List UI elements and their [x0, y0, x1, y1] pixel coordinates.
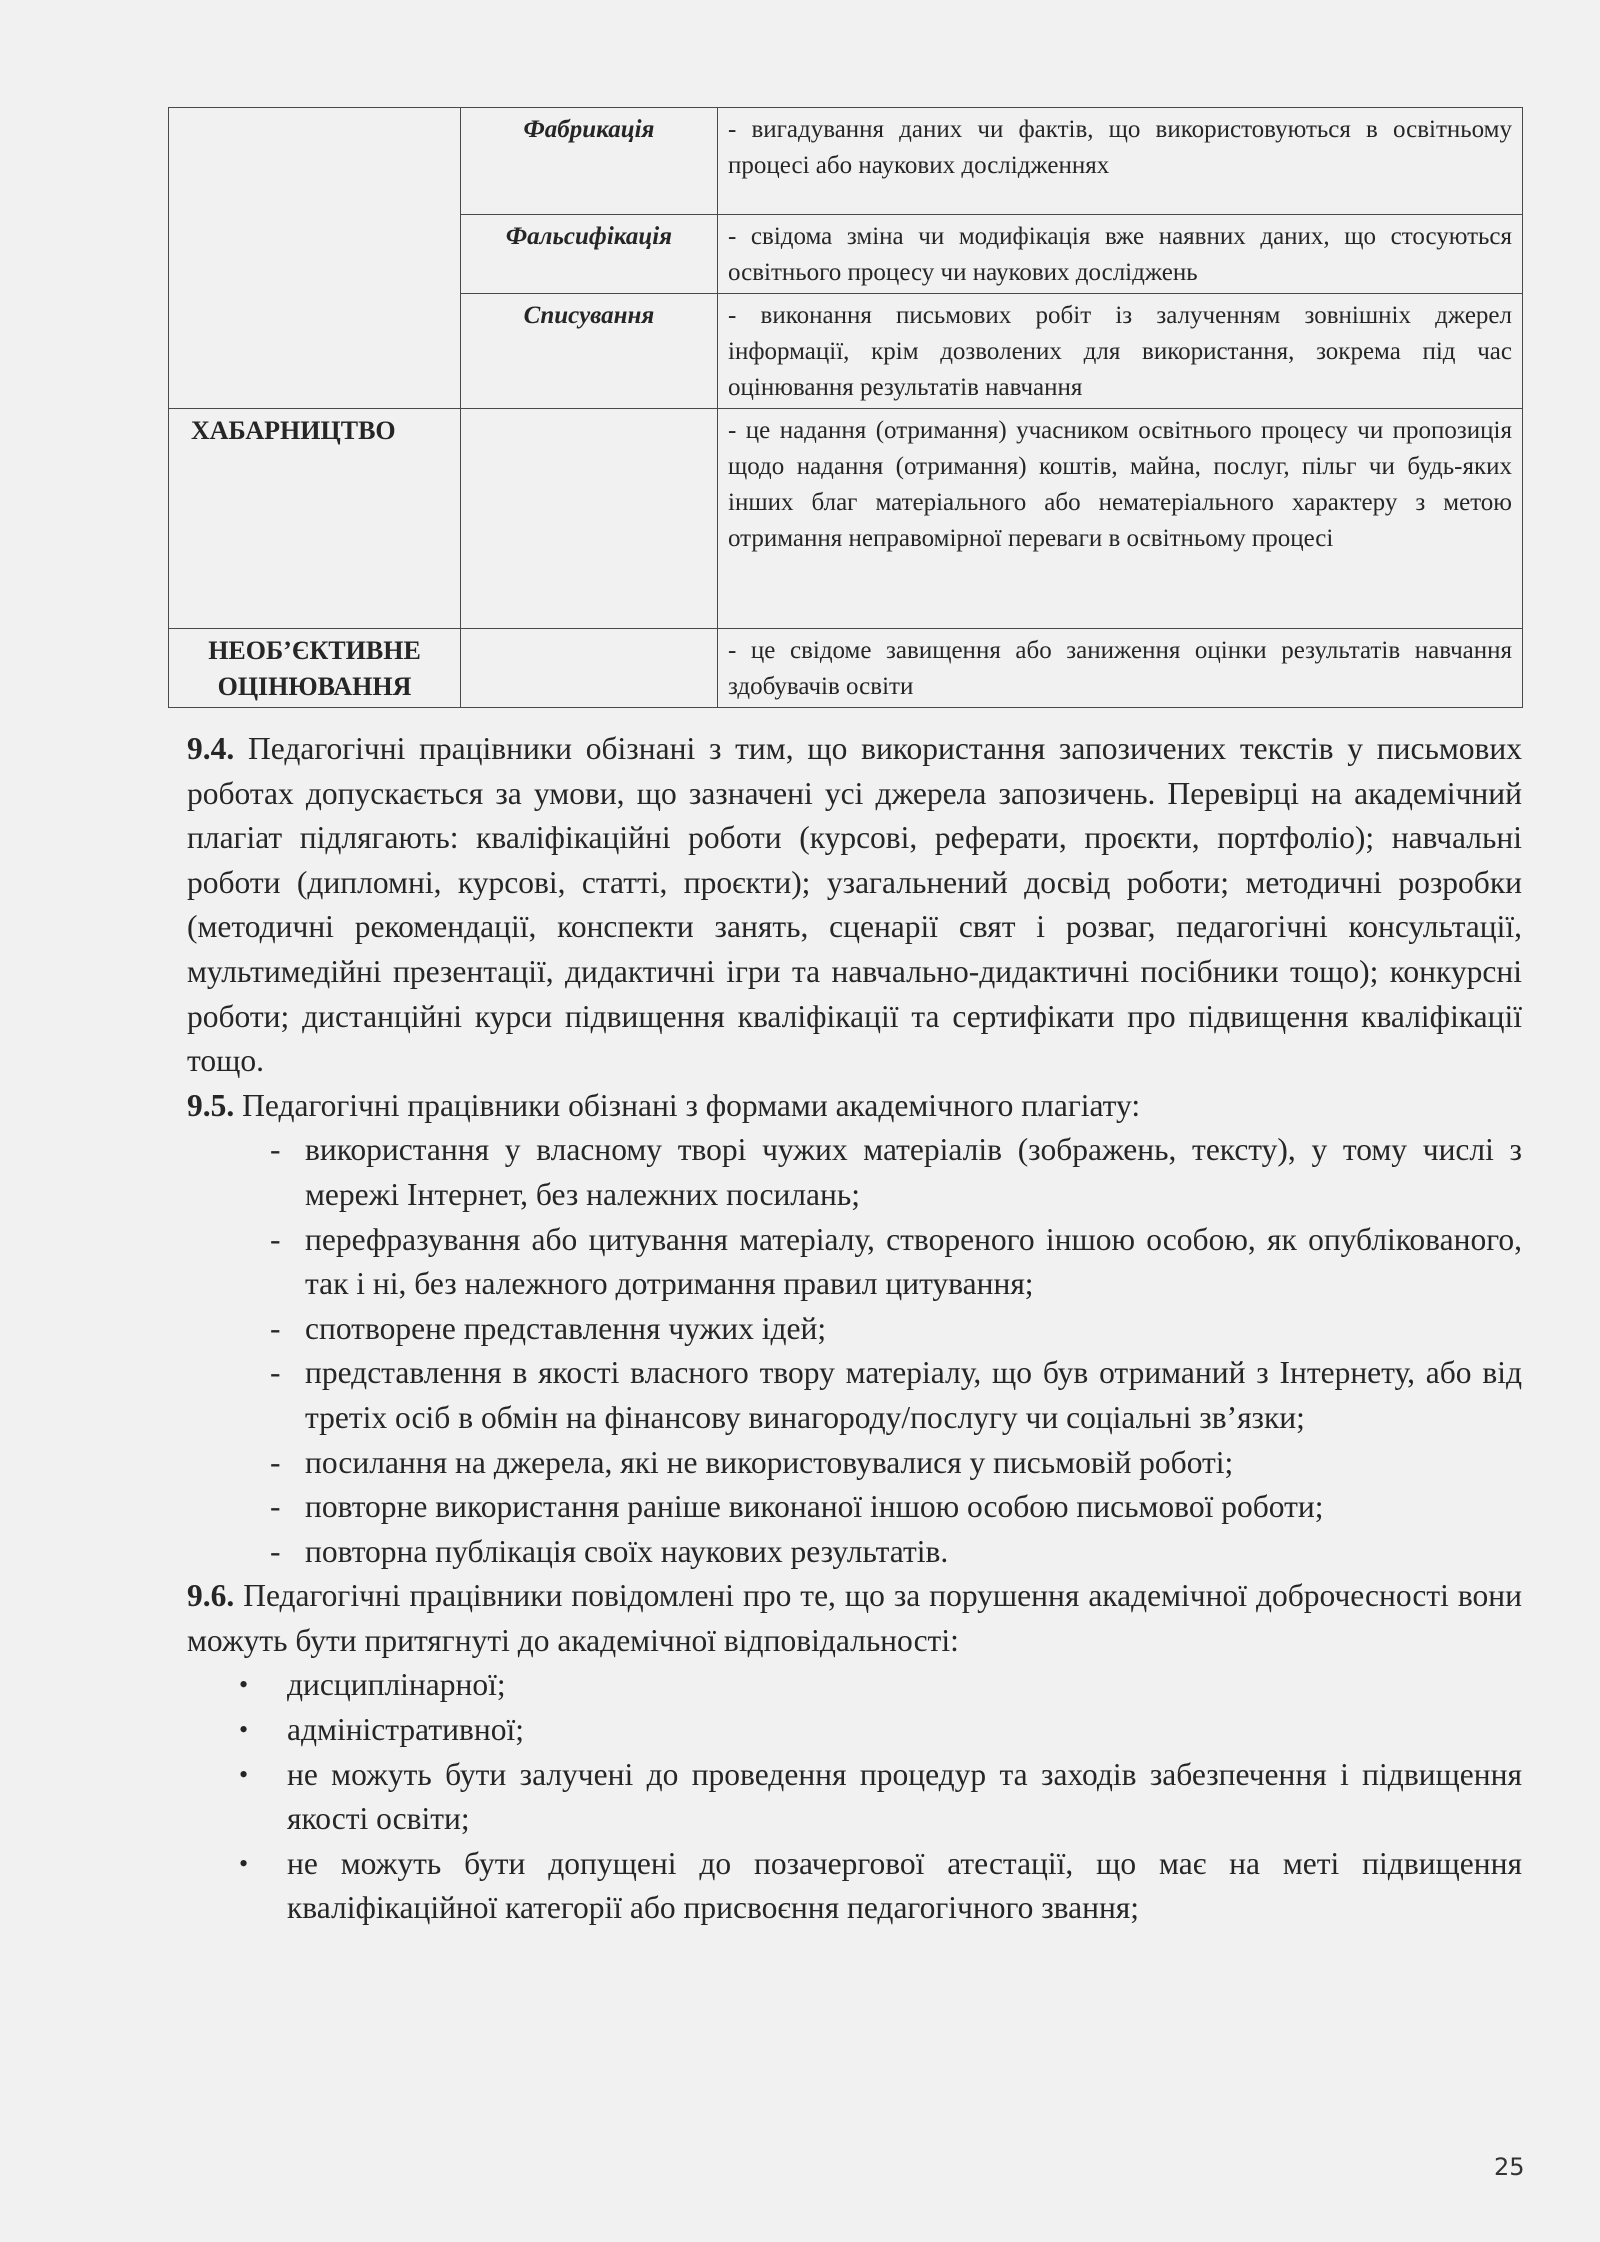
list-item-text: дисциплінарної; [287, 1667, 506, 1703]
definition-cell: - це свідоме завищення або заниження оцінки результатів навчання здобувачів освіти [718, 629, 1523, 708]
list-item [187, 1708, 1522, 1753]
dash-marker: - [270, 1132, 281, 1168]
bullet-icon: • [239, 1759, 249, 1789]
list-item [187, 1842, 1522, 1931]
list-item-text: перефразування або цитування матеріалу, створеного іншою особою, як опублікованого, так і ні, без належного дотримання правил цитування; [305, 1221, 1522, 1302]
list-item-text: повторне використання раніше виконаної іншою особою письмової роботи; [305, 1489, 1324, 1525]
list-item [187, 1307, 1522, 1352]
section-text: Педагогічні працівники повідомлені про те, що за порушення академічної доброчесності вони можуть бути притягнуті до академічної відповідальності: [187, 1578, 1522, 1658]
list-item-text: не можуть бути залучені до проведення процедур та заходів забезпечення і підвищення якості освіти; [287, 1756, 1522, 1837]
body-text [187, 727, 1522, 1931]
page-number: 25 [1494, 2153, 1525, 2181]
dash-marker: - [270, 1221, 281, 1257]
section-number: 9.5. [187, 1087, 235, 1123]
plagiarism-forms-list [187, 1128, 1522, 1574]
section-9-5 [187, 1084, 1522, 1129]
subcategory-cell: Фальсифікація [461, 215, 718, 294]
table-row [169, 629, 1523, 708]
category-cell: ХАБАРНИЦТВО [169, 409, 461, 629]
academic-integrity-violations-table [168, 107, 1523, 708]
dash-marker: - [270, 1310, 281, 1346]
section-9-4 [187, 727, 1522, 1084]
list-item [187, 1485, 1522, 1530]
bullet-icon: • [239, 1670, 249, 1700]
subcategory-cell [461, 629, 718, 708]
section-text: Педагогічні працівники обізнані з формами академічного плагіату: [234, 1087, 1141, 1123]
list-item-text: використання у власному творі чужих матеріалів (зображень, тексту), у тому числі з мережі Інтернет, без належних посилань; [305, 1132, 1522, 1212]
bullet-icon: • [239, 1848, 249, 1878]
dash-marker: - [270, 1489, 281, 1525]
list-item [187, 1351, 1522, 1440]
section-number: 9.6. [187, 1578, 235, 1614]
subcategory-cell: Фабрикація [461, 108, 718, 215]
table-row [169, 108, 1523, 215]
list-item [187, 1218, 1522, 1307]
list-item-text: посилання на джерела, які не використовувалися у письмовій роботі; [305, 1444, 1234, 1480]
category-cell: НЕОБ’ЄКТИВНЕ ОЦІНЮВАННЯ [169, 629, 461, 708]
list-item-text: представлення в якості власного твору матеріалу, що був отриманий з Інтернету, або від третіх осіб в обмін на фінансову винагороду/послугу чи соціальні зв’язки; [305, 1355, 1522, 1435]
responsibility-list [187, 1663, 1522, 1931]
subcategory-cell [461, 409, 718, 629]
section-number: 9.4. [187, 731, 235, 766]
list-item-text: повторна публікація своїх наукових результатів. [305, 1533, 949, 1569]
definition-cell: - виконання письмових робіт із залученням зовнішніх джерел інформації, крім дозволених для використання, зокрема під час оцінювання результатів навчання [718, 294, 1523, 409]
list-item-text: адміністративної; [287, 1712, 524, 1748]
section-9-6 [187, 1574, 1522, 1663]
bullet-icon: • [239, 1715, 249, 1745]
list-item [187, 1530, 1522, 1575]
table-row [169, 409, 1523, 629]
category-cell [169, 108, 461, 409]
definition-cell: - це надання (отримання) учасником освітнього процесу чи пропозиція щодо надання (отримання) коштів, майна, послуг, пільг чи будь-яких інших благ матеріального або нематеріального характеру з метою отримання неправомірної переваги в освітньому процесі [718, 409, 1523, 629]
list-item-text: не можуть бути допущені до позачергової атестації, що має на меті підвищення кваліфікаційної категорії або присвоєння педагогічного звання; [287, 1845, 1522, 1926]
dash-marker: - [270, 1533, 281, 1569]
definition-cell: - свідома зміна чи модифікація вже наявних даних, що стосуються освітнього процесу чи наукових досліджень [718, 215, 1523, 294]
list-item [187, 1128, 1522, 1217]
subcategory-cell: Списування [461, 294, 718, 409]
list-item [187, 1441, 1522, 1486]
list-item [187, 1753, 1522, 1842]
section-text: Педагогічні працівники обізнані з тим, що використання запозичених текстів у письмових роботах допускається за умови, що зазначені усі джерела запозичень. Перевірці на академічний плагіат підлягають: кваліфікаційні роботи (курсові, реферати, проєкти, портфоліо); навчальні роботи (дипломні, курсові, статті, проєкти); узагальнений досвід роботи; методичні розробки (методичні рекомендації, конспекти занять, сценарії свят і розваг, педагогічні консультації, мультимедійні презентації, дидактичні ігри та навчально-дидактичні посібники тощо); конкурсні роботи; дистанційні курси підвищення кваліфікації та сертифікати про підвищення кваліфікації тощо. [187, 731, 1522, 1079]
list-item-text: спотворене представлення чужих ідей; [305, 1310, 827, 1346]
dash-marker: - [270, 1355, 281, 1391]
dash-marker: - [270, 1444, 281, 1480]
definition-cell: - вигадування даних чи фактів, що використовуються в освітньому процесі або наукових дослідженнях [718, 108, 1523, 215]
list-item [187, 1663, 1522, 1708]
